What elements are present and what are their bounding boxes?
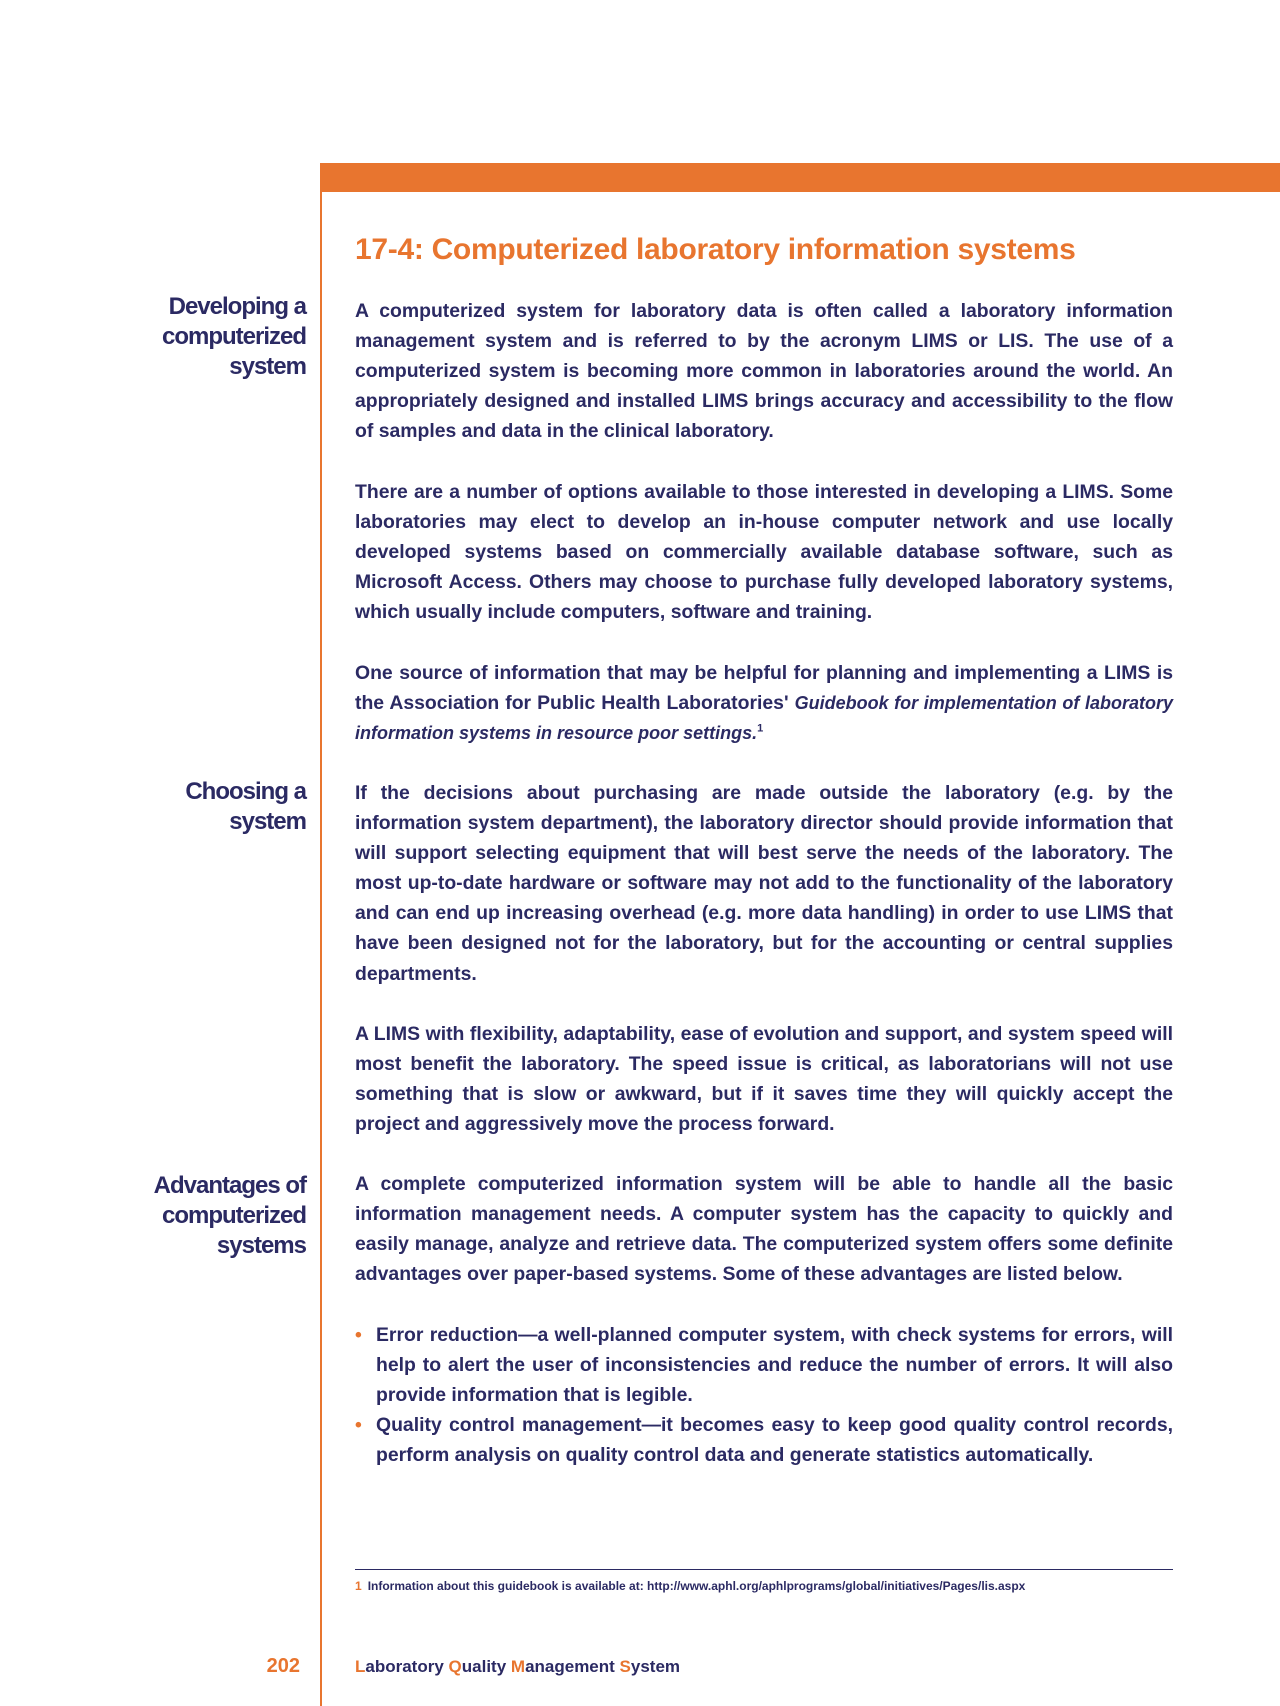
guidebook-title: Guidebook for implementation of laboratory information systems in resource poor settings.	[355, 693, 1174, 744]
margin-divider-line	[320, 163, 322, 1706]
footnote-number: 1	[355, 1579, 362, 1593]
footer-title-word: ystem	[630, 1657, 681, 1676]
footer-title-initial: M	[510, 1657, 526, 1676]
paragraph-options: There are a number of options available to those interested in developing a LIMS. Some laboratories may elect to develop an in-house computer network and use locally developed systems based on commercially available database software, such as Microsoft Access. Others may choose to purchase fully developed laboratory systems, which usually include computers, software and training.	[355, 481, 1173, 624]
footnote	[355, 1578, 1173, 1594]
footnote-text: Information about this guidebook is available at: http://www.aphl.org/aphlprograms/global/initiatives/Pages/lis.aspx	[367, 1579, 1026, 1593]
side-heading-advantages	[126, 1171, 306, 1261]
paragraph-source	[355, 658, 1173, 748]
paragraph-source-text: One source of information that may be helpful for planning and implementing a LIMS is the Association for Public Health Laboratories'	[355, 662, 1173, 715]
footer-title-word: uality	[461, 1657, 511, 1676]
list-item-text: Error reduction—a well-planned computer system, with check systems for errors, will help to alert the user of inconsistencies and reduce the number of errors. It will also provide information that is legible.	[376, 1324, 1173, 1407]
paragraph-flexibility: A LIMS with flexibility, adaptability, ease of evolution and support, and system speed will most benefit the laboratory. The speed issue is critical, as laboratorians will not use something that is slow or awkward, but if it saves time they will quickly accept the project and aggressively move the process forward.	[355, 1023, 1173, 1136]
paragraph-purchasing: If the decisions about purchasing are made outside the laboratory (e.g. by the information system department), the laboratory director should provide information that will support selecting equipment that will best serve the needs of the laboratory. The most up-to-date hardware or software may not add to the functionality of the laboratory and can end up increasing overhead (e.g. more data handling) in order to use LIMS that have been designed not for the laboratory, but for the accounting or central supplies departments.	[355, 782, 1173, 985]
side-heading-line: system	[229, 808, 306, 835]
side-heading-line: systems	[216, 1232, 306, 1259]
list-item-text: Quality control management—it becomes easy to keep good quality control records, perform analysis on quality control data and generate statistics automatically.	[376, 1414, 1173, 1467]
list-item	[355, 1410, 1173, 1470]
side-heading-line: Choosing a	[185, 778, 306, 805]
footnote-reference: 1	[757, 722, 764, 735]
header-accent-bar	[320, 163, 1280, 192]
bullet-icon: •	[355, 1324, 362, 1346]
footer-title-word: anagement	[525, 1657, 620, 1676]
side-heading-choosing	[126, 777, 306, 837]
page-number: 202	[266, 1655, 300, 1677]
paragraph-intro: A computerized system for laboratory data is often called a laboratory information management system and is referred to by the acronym LIMS or LIS. The use of a computerized system is becoming more common in laboratories around the world. An appropriately designed and installed LIMS brings accuracy and accessibility to the flow of samples and data in the clinical laboratory.	[355, 300, 1173, 443]
footer-title	[355, 1657, 680, 1677]
bullet-icon: •	[355, 1414, 362, 1437]
side-heading-line: computerized	[161, 323, 306, 350]
footer-title-initial: Q	[448, 1657, 462, 1676]
side-heading-line: Advantages of	[153, 1172, 306, 1199]
side-heading-line: Developing a	[168, 293, 306, 320]
list-item	[355, 1320, 1173, 1410]
side-heading-line: computerized	[161, 1202, 306, 1229]
footer-title-initial: S	[619, 1657, 631, 1676]
advantages-list	[355, 1320, 1173, 1470]
side-heading-line: system	[229, 353, 306, 380]
footer-title-word: aboratory	[365, 1657, 449, 1676]
paragraph-advantages: A complete computerized information system will be able to handle all the basic information management needs. A computer system has the capacity to quickly and easily manage, analyze and retrieve data. The computerized system offers some definite advantages over paper-based systems. Some of these advantages are listed below.	[355, 1173, 1173, 1286]
side-heading-developing	[126, 292, 306, 382]
footer-title-initial: L	[355, 1657, 366, 1676]
footnote-divider	[355, 1569, 1173, 1570]
section-title: 17-4: Computerized laboratory information systems	[355, 233, 1076, 266]
